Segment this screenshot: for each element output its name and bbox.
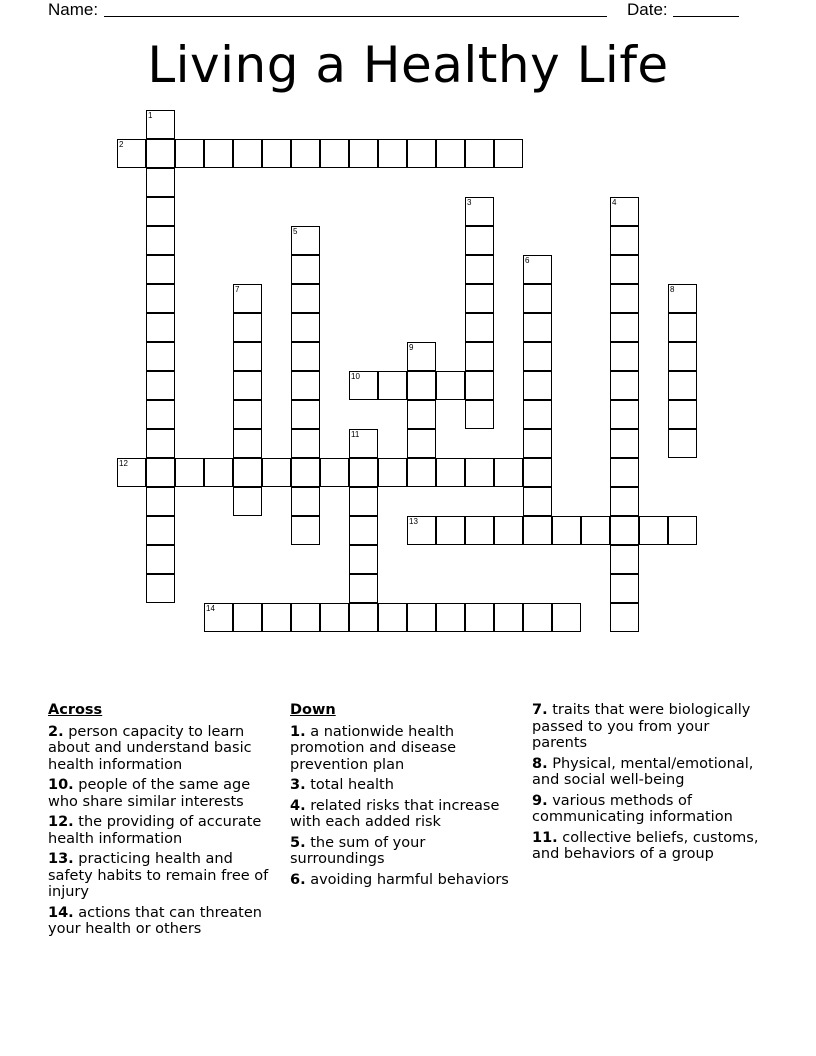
grid-cell[interactable] [204,458,233,487]
grid-cell[interactable] [146,458,175,487]
grid-cell[interactable] [407,371,436,400]
clue-text: a nationwide health promotion and disease prevention plan [290,723,457,773]
grid-cell[interactable] [610,255,639,284]
grid-cell[interactable] [233,603,262,632]
grid-cell[interactable] [146,197,175,226]
grid-cell[interactable] [668,516,697,545]
clue-number: 7. [532,702,548,718]
grid-cell[interactable] [407,139,436,168]
grid-cell[interactable] [523,284,552,313]
cell-number: 6 [525,256,530,265]
grid-cell[interactable] [523,458,552,487]
grid-cell[interactable] [523,255,552,284]
grid-cell[interactable] [436,516,465,545]
down-clue-list-continued [532,702,768,863]
grid-cell[interactable] [146,400,175,429]
puzzle-title: Living a Healthy Life [147,36,669,94]
grid-cell[interactable] [146,574,175,603]
grid-cell[interactable] [349,574,378,603]
grid-cell[interactable] [523,487,552,516]
grid-cell[interactable] [233,139,262,168]
grid-cell[interactable] [146,284,175,313]
clue-number: 3. [290,777,306,793]
clue-number: 10. [48,777,74,793]
grid-cell[interactable] [291,371,320,400]
grid-cell[interactable] [610,429,639,458]
grid-cell[interactable] [465,139,494,168]
grid-cell[interactable] [146,487,175,516]
grid-cell[interactable] [610,284,639,313]
grid-cell[interactable] [349,458,378,487]
down-clue-list [290,724,522,889]
cell-number: 2 [119,140,124,149]
grid-cell[interactable] [349,516,378,545]
grid-cell[interactable] [233,458,262,487]
grid-cell[interactable] [291,603,320,632]
clue-text: people of the same age who share similar interests [48,777,251,810]
grid-cell[interactable] [233,313,262,342]
grid-cell[interactable] [291,313,320,342]
cell-number: 8 [670,285,675,294]
grid-cell[interactable] [465,255,494,284]
grid-cell[interactable] [320,603,349,632]
grid-cell[interactable] [407,516,436,545]
clue-number: 11. [532,829,558,846]
grid-cell[interactable] [523,429,552,458]
grid-cell[interactable] [610,545,639,574]
grid-cell[interactable] [204,603,233,632]
grid-cell[interactable] [407,429,436,458]
clue-item [532,830,768,863]
clue-number: 5. [290,834,306,851]
clue-number: 12. [48,814,74,830]
grid-cell[interactable] [378,139,407,168]
grid-cell[interactable] [378,371,407,400]
clue-item [48,851,280,901]
grid-cell[interactable] [610,226,639,255]
grid-cell[interactable] [291,458,320,487]
grid-cell[interactable] [407,342,436,371]
grid-cell[interactable] [407,603,436,632]
grid-cell[interactable] [494,603,523,632]
grid-cell[interactable] [407,400,436,429]
grid-cell[interactable] [233,429,262,458]
grid-cell[interactable] [146,516,175,545]
cell-number: 1 [148,111,153,120]
grid-cell[interactable] [320,458,349,487]
clue-text: total health [305,777,394,793]
grid-cell[interactable] [610,342,639,371]
clue-number: 1. [290,723,306,740]
clue-number: 8. [532,755,548,772]
date-label: Date: [627,0,668,19]
grid-cell[interactable] [436,458,465,487]
clue-number: 14. [48,904,74,921]
clue-item [290,777,522,794]
across-heading: Across [48,702,103,718]
clue-number: 9. [532,792,548,809]
grid-cell[interactable] [262,603,291,632]
grid-cell[interactable] [523,516,552,545]
grid-cell[interactable] [146,545,175,574]
grid-cell[interactable] [668,400,697,429]
clue-text: practicing health and safety habits to remain free of injury [48,851,269,900]
clue-item [48,724,280,774]
grid-cell[interactable] [175,458,204,487]
grid-cell[interactable] [146,139,175,168]
grid-cell[interactable] [233,371,262,400]
grid-cell[interactable] [668,313,697,342]
grid-cell[interactable] [552,516,581,545]
grid-cell[interactable] [436,139,465,168]
grid-cell[interactable] [494,139,523,168]
grid-cell[interactable] [494,516,523,545]
clue-item [48,814,280,847]
grid-cell[interactable] [291,139,320,168]
grid-cell[interactable] [465,371,494,400]
grid-cell[interactable] [175,139,204,168]
clues-column-down [290,702,522,892]
cell-number: 9 [409,343,414,352]
grid-cell[interactable] [262,139,291,168]
grid-cell[interactable] [349,371,378,400]
grid-cell[interactable] [436,371,465,400]
grid-cell[interactable] [465,226,494,255]
grid-cell[interactable] [465,284,494,313]
grid-cell[interactable] [465,342,494,371]
clue-text: related risks that increase with each added risk [290,797,500,830]
grid-cell[interactable] [146,371,175,400]
cell-number: 14 [206,604,215,613]
grid-cell[interactable] [465,603,494,632]
grid-cell[interactable] [291,429,320,458]
cell-number: 4 [612,198,617,207]
cell-number: 12 [119,459,128,468]
clue-number: 6. [290,871,306,888]
grid-cell[interactable] [146,342,175,371]
grid-cell[interactable] [523,371,552,400]
grid-cell[interactable] [291,255,320,284]
clue-item [48,777,280,810]
grid-cell[interactable] [146,429,175,458]
grid-cell[interactable] [581,516,610,545]
clue-text: person capacity to learn about and understand basic health information [48,723,252,773]
grid-cell[interactable] [233,284,262,313]
grid-cell[interactable] [320,139,349,168]
cell-number: 10 [351,372,360,381]
grid-cell[interactable] [639,516,668,545]
grid-cell[interactable] [610,458,639,487]
clue-text: the providing of accurate health information [48,814,262,847]
grid-cell[interactable] [291,400,320,429]
grid-cell[interactable] [523,313,552,342]
cell-number: 13 [409,517,418,526]
grid-cell[interactable] [349,429,378,458]
grid-cell[interactable] [291,516,320,545]
grid-cell[interactable] [291,226,320,255]
clue-item [48,905,280,938]
grid-cell[interactable] [494,458,523,487]
grid-cell[interactable] [668,429,697,458]
grid-cell[interactable] [291,487,320,516]
clue-text: avoiding harmful behaviors [305,871,509,888]
grid-cell[interactable] [233,400,262,429]
clue-item [290,724,522,774]
grid-cell[interactable] [668,284,697,313]
grid-cell[interactable] [291,342,320,371]
clue-text: actions that can threaten your health or others [48,904,262,937]
clue-item [290,835,522,868]
cell-number: 3 [467,198,472,207]
grid-cell[interactable] [146,168,175,197]
grid-cell[interactable] [668,342,697,371]
grid-cell[interactable] [465,197,494,226]
grid-cell[interactable] [465,516,494,545]
clues-column-across [48,702,280,942]
grid-cell[interactable] [465,458,494,487]
grid-cell[interactable] [523,603,552,632]
grid-cell[interactable] [117,458,146,487]
grid-cell[interactable] [610,197,639,226]
grid-cell[interactable] [291,284,320,313]
clue-text: various methods of communicating information [532,792,733,825]
grid-cell[interactable] [117,139,146,168]
grid-cell[interactable] [378,603,407,632]
grid-cell[interactable] [436,603,465,632]
clues-column-down-continued [532,702,768,867]
clue-number: 13. [48,851,74,867]
clue-item [532,756,768,789]
grid-cell[interactable] [610,313,639,342]
grid-cell[interactable] [349,139,378,168]
clue-item [290,872,522,889]
grid-cell[interactable] [146,255,175,284]
clue-text: Physical, mental/emotional, and social well-being [532,755,754,788]
grid-cell[interactable] [523,342,552,371]
grid-cell[interactable] [349,603,378,632]
grid-cell[interactable] [523,400,552,429]
grid-cell[interactable] [610,516,639,545]
name-label: Name: [48,0,99,19]
grid-cell[interactable] [146,226,175,255]
grid-cell[interactable] [378,458,407,487]
clue-number: 4. [290,797,306,814]
grid-cell[interactable] [465,400,494,429]
grid-cell[interactable] [233,487,262,516]
grid-cell[interactable] [349,487,378,516]
clue-number: 2. [48,723,64,740]
clue-item [290,798,522,831]
grid-cell[interactable] [610,574,639,603]
grid-cell[interactable] [146,313,175,342]
grid-cell[interactable] [204,139,233,168]
grid-cell[interactable] [668,371,697,400]
date-field[interactable] [673,0,739,17]
down-heading: Down [290,702,336,718]
grid-cell[interactable] [465,313,494,342]
grid-cell[interactable] [552,603,581,632]
cell-number: 5 [293,227,298,236]
clue-text: collective beliefs, customs, and behaviors of a group [532,829,759,862]
clue-item [532,793,768,826]
grid-cell[interactable] [610,371,639,400]
grid-cell[interactable] [262,458,291,487]
grid-cell[interactable] [610,400,639,429]
clue-text: the sum of your surroundings [290,834,426,867]
cell-number: 7 [235,285,240,294]
worksheet-header [0,0,816,24]
grid-cell[interactable] [146,110,175,139]
grid-cell[interactable] [407,458,436,487]
grid-cell[interactable] [610,487,639,516]
grid-cell[interactable] [349,545,378,574]
across-clue-list [48,724,280,938]
name-field[interactable] [104,0,607,17]
grid-cell[interactable] [610,603,639,632]
grid-cell[interactable] [233,342,262,371]
clue-text: traits that were biologically passed to you from your parents [532,702,751,751]
cell-number: 11 [351,430,360,439]
clue-item [532,702,768,752]
